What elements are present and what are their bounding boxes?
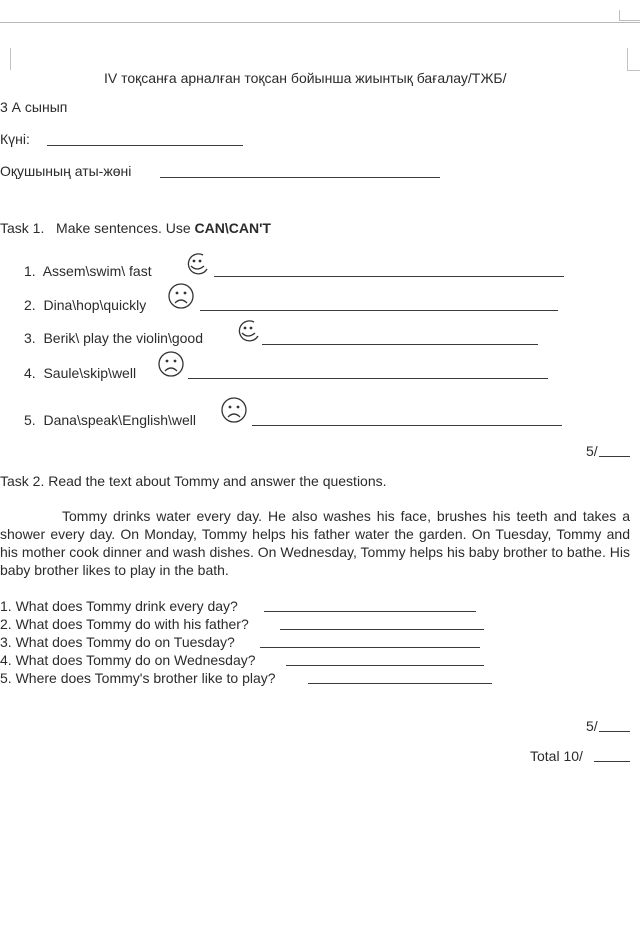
item-number: 2. [24, 297, 36, 313]
happy-face-icon [234, 316, 262, 344]
item-number: 1. [24, 263, 36, 279]
happy-face-icon [183, 249, 211, 277]
task1-instruction-bold: CAN\CAN'T [194, 220, 271, 236]
answer-line[interactable] [214, 276, 564, 277]
list-item [24, 365, 136, 381]
task2-score: 5/ [586, 718, 598, 734]
answer-line[interactable] [308, 683, 492, 684]
question: 1. What does Tommy drink every day? [0, 598, 238, 614]
task1-heading [0, 220, 271, 236]
answer-line[interactable] [260, 647, 480, 648]
task1-prefix: Task 1. [0, 220, 45, 236]
reading-text [0, 507, 630, 579]
date-label: Күні: [0, 131, 30, 147]
task1-score: 5/ [586, 443, 598, 459]
page-corner-mark [619, 10, 640, 21]
answer-line[interactable] [280, 629, 484, 630]
question: 5. Where does Tommy's brother like to play? [0, 670, 276, 686]
list-item [24, 297, 146, 313]
question: 2. What does Tommy do with his father? [0, 616, 249, 632]
student-name-field[interactable] [160, 177, 440, 178]
task1-score-field[interactable] [599, 456, 630, 457]
total-score: Total 10/ [530, 748, 583, 764]
item-text: Berik\ play the violin\good [43, 330, 204, 346]
answer-line[interactable] [200, 310, 558, 311]
item-number: 4. [24, 365, 36, 381]
item-text: Dina\hop\quickly [43, 297, 147, 313]
item-text: Dana\speak\English\well [43, 412, 196, 428]
sad-face-icon [220, 396, 248, 424]
item-text: Saule\skip\well [43, 365, 137, 381]
question: 3. What does Tommy do on Tuesday? [0, 634, 235, 650]
task2-heading: Task 2. Read the text about Tommy and answer the questions. [0, 473, 387, 489]
task2-score-field[interactable] [599, 731, 630, 732]
page-top-border [0, 22, 640, 23]
answer-line[interactable] [252, 425, 562, 426]
student-name-label: Оқушының аты-жөні [0, 163, 132, 179]
task1-instruction: Make sentences. Use [56, 220, 195, 236]
class-label: 3 А сынып [0, 99, 68, 115]
list-item [24, 330, 203, 346]
item-text: Assem\swim\ fast [42, 263, 152, 279]
question: 4. What does Tommy do on Wednesday? [0, 652, 256, 668]
sad-face-icon [157, 350, 185, 378]
sad-face-icon [167, 282, 195, 310]
reading-paragraph: Tommy drinks water every day. He also washes his face, brushes his teeth and takes a shower every day. On Monday, Tommy helps his father water the garden. On Tuesday, Tommy and his mother cook dinner and wash dishes. On Wednesday, Tommy helps his baby brother to bathe. His baby brother likes to play in the bath. [0, 508, 630, 578]
answer-line[interactable] [264, 611, 476, 612]
item-number: 5. [24, 412, 36, 428]
total-score-field[interactable] [594, 761, 630, 762]
list-item [24, 412, 196, 428]
page-title: IV тоқсанға арналған тоқсан бойынша жиынтық бағалау/ТЖБ/ [104, 70, 507, 86]
item-number: 3. [24, 330, 36, 346]
right-margin-mark [627, 48, 640, 71]
left-margin-mark [0, 48, 11, 70]
list-item [24, 263, 152, 279]
date-field[interactable] [47, 145, 243, 146]
answer-line[interactable] [262, 344, 538, 345]
answer-line[interactable] [188, 378, 548, 379]
answer-line[interactable] [286, 665, 484, 666]
